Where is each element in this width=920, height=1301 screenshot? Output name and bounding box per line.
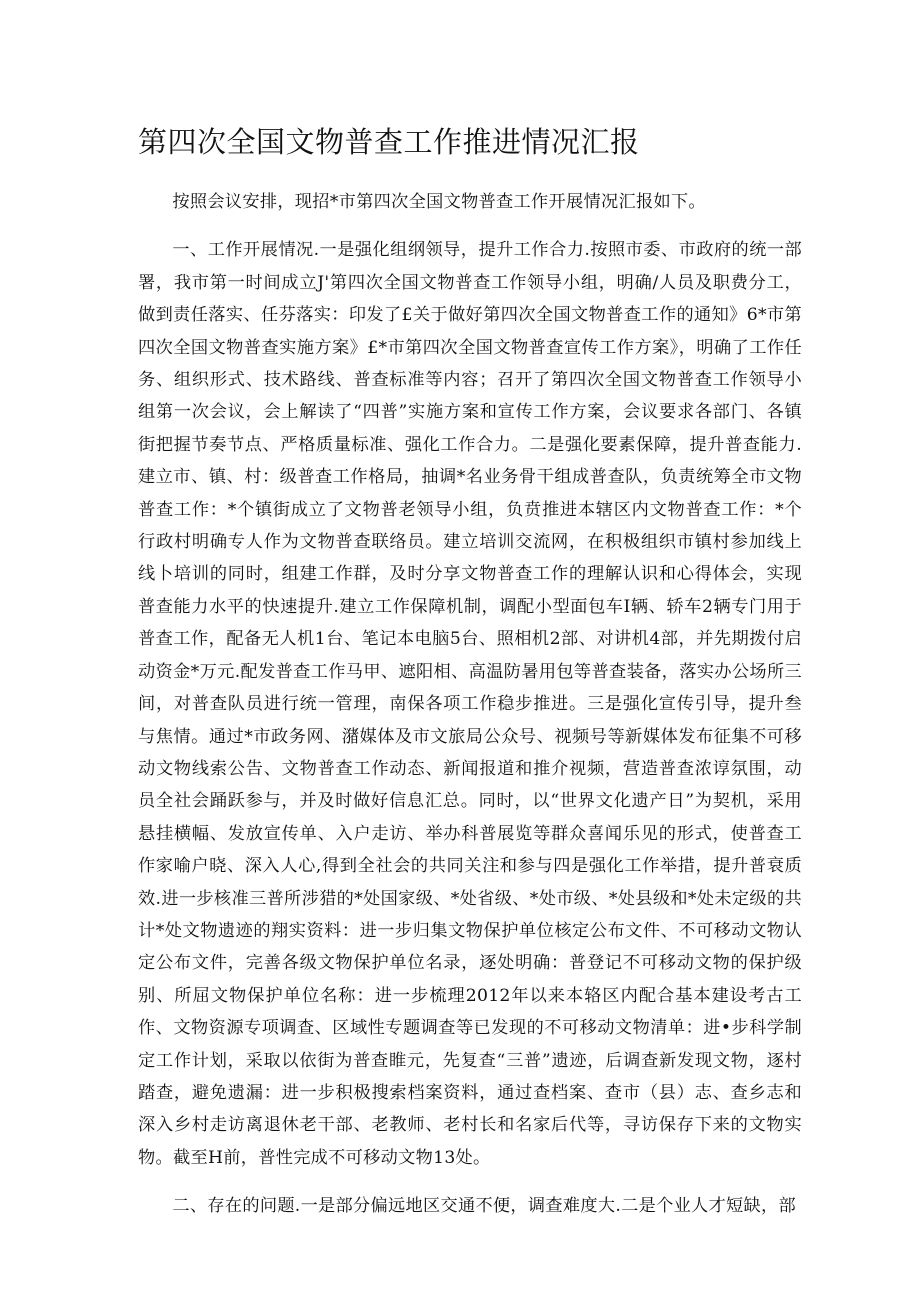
paragraph-intro: 按照会议安排，现招*市第四次全国文物普查工作开展情况汇报如下。 [172, 192, 706, 212]
document-title: 第四次全国文物普查工作推进情况汇报 [138, 125, 640, 159]
paragraph-existing-problems: 二、存在的问题.一是部分偏远地区交通不便，调查难度大.二是个业人才短缺，部 [172, 1196, 796, 1217]
paragraph-work-progress: 一、工作开展情况.一是强化组纲领导，提升工作合力.按照市委、市政府的统一部署，我市第一时间成立J'第四次全国文物普查工作领导小组，明确/人员及职费分工，做到责任落实、任芬落实：印发了£关于做好第四次全国文物普查工作的通知》6*市第四次全国文物普查实施方案》£*市第四次全国文物普查宣传工作方案》，明确了工作任务、组织形式、技术路线、普查标准等内容；召开了第四次全国文物普查工作领导小组第一次会议，会上解读了“四普”实施方案和宣传工作方案，会议要求各部门、各镇街把握节奏节点、严格质量标准、强化工作合力。二是强化要素保障，提升普查能力.建立市、镇、村：级普查工作格局，抽调*名业务骨干组成普查队，负责统筹全市文物普查工作：*个镇街成立了文物普老领导小组，负贲推进本辖区内文物普查工作：*个行政村明确专人作为文物普查联络员。建立培训交流网，在积极组织市镇村参加线上线卜培训的同时，组建工作群，及时分享文物普查工作的理解认识和心得体会，实现普查能力水平的快速提升.建立工作保障机制，调配小型面包车I辆、轿车2辆专门用于普查工作，配备无人机1台、笔记本电脑5台、照相机2部、对讲机4部，并先期拨付启动资金*万元.配发普查工作马甲、遮阳相、高温防暑用包等普查装备，落实办公场所三间，对普查队员进行统一管理，南保各项工作稳步推进。三是强化宣传引导，提升叁与焦情。通过*市政务网、潴媒体及市文旅局公众号、视频号等新媒体发布征集不可移动文物线索公告、文物普查工作动态、新闻报道和推介视频，营造普查浓谆氛围，动员全社会踊跃参与，并及时做好信息汇总。同时，以“世界文化遗产日”为契机，采用悬挂横幅、发放宣传单、入户走访、举办科普展览等群众喜闻乐见的形式，使普查工作家喻户晓、深入人心,得到全社会的共同关注和参与四是强化工作举措，提升普衰质效.进一步核准三普所涉猎的*处国家级、*处省级、*处市级、*处县级和*处未定级的共计*处文物遗迹的翔实资料：进一步归集文物保护单位核定公布文件、不可移动文物认定公布文件，完善各级文物保护单位名录，逐处明确：普登记不可移动文物的保护级别、所屈文物保护单位名称：进一步梳理2012年以来本辂区内配合基本建设考古工作、文物资源专项调查、区域性专题调查等已发现的不可移动文物清单：进•步科学制定工作计划，采取以依街为普查睢元，先复查“三普”遗迹，后调查新发现文物，逐村踏查，避免遗漏：进一步积极搜索档案资料，通过查档案、查市（县）志、查乡志和深入乡村走访离退休老干部、老教师、老村长和名家后代等，寻访保存下来的文物实物。截至H前，普性完成不可移动文物13处。 [138, 240, 802, 1168]
